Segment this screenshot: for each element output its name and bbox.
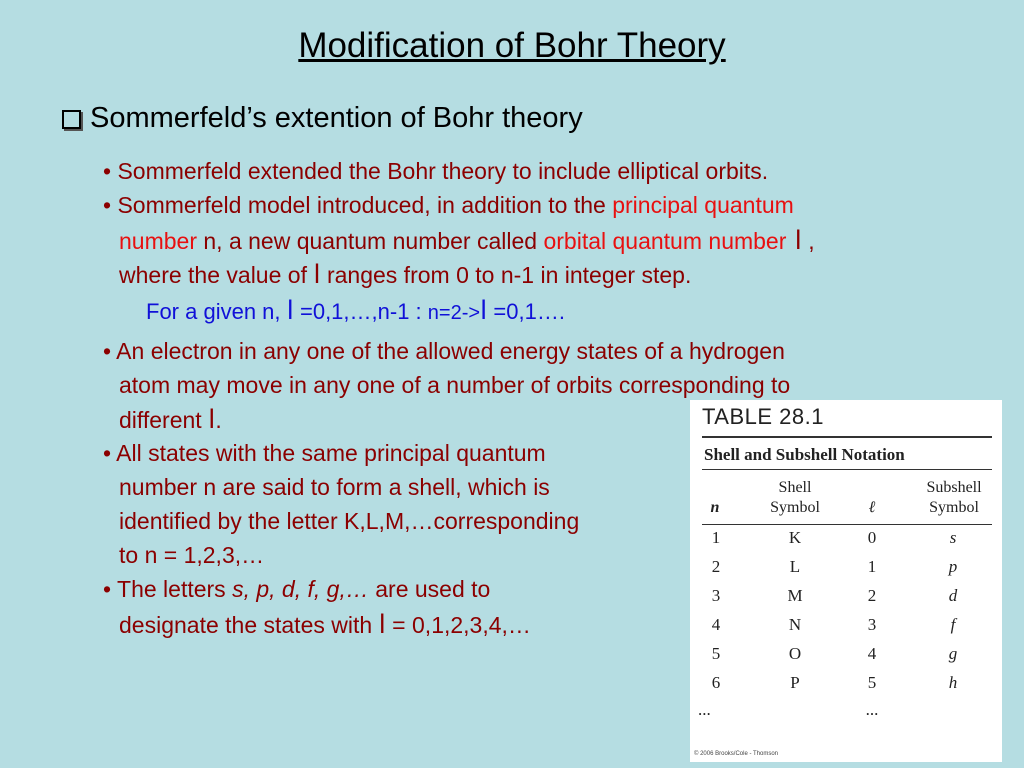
quantum-end-text: , <box>801 228 815 254</box>
header-n: n <box>710 499 720 516</box>
example-symbol-2: l <box>480 296 488 326</box>
table-cell-shell: O <box>788 644 802 663</box>
range-text-pre: where the value of <box>119 262 314 288</box>
table-cell-shell: P <box>790 673 800 692</box>
table-cell-n: 5 <box>711 644 721 663</box>
table-cell-l: 4 <box>867 644 877 663</box>
header-ell: ℓ <box>868 499 876 516</box>
designate-pre: designate the states with <box>119 612 379 638</box>
letters-pre: • The letters <box>103 576 233 602</box>
table-cell-n: 4 <box>711 615 721 634</box>
table-cell-n: 1 <box>711 528 721 547</box>
bullet-quantum-text: • Sommerfeld model introduced, in addition to the <box>103 192 613 218</box>
bullet-shell-line3: identified by the letter K,L,M,…corresponding <box>119 508 580 534</box>
table-rule-top <box>702 436 992 438</box>
letters-italic: s, p, d, f, g,… <box>232 576 369 602</box>
table-cell-shell: M <box>787 586 803 605</box>
bullet-quantum-line2 <box>119 226 815 256</box>
example-symbol-1: l <box>286 296 294 326</box>
header-shell-line1: Shell <box>778 479 812 496</box>
slide-title: Modification of Bohr Theory <box>298 26 726 65</box>
bullet-letters-line2 <box>119 610 531 640</box>
bullet-orbits-line2: atom may move in any one of a number of orbits corresponding to <box>119 372 791 398</box>
subtitle <box>62 102 583 135</box>
table-caption: TABLE 28.1 <box>702 404 824 429</box>
table-cell-sub: g <box>948 644 958 663</box>
different-text: different <box>119 407 209 433</box>
table-cell-sub: f <box>950 615 956 634</box>
quantum-mid-text: n, a new quantum number called <box>196 228 544 254</box>
table-cell-shell: L <box>789 557 801 576</box>
table-cell-l: 1 <box>867 557 877 576</box>
bullet-orbits-line3 <box>119 405 222 435</box>
table-cell-sub: d <box>948 586 958 605</box>
principal-quantum-term: principal quantum <box>612 192 794 218</box>
designate-post: = 0,1,2,3,4,… <box>385 612 531 638</box>
designate-symbol: l <box>378 610 386 640</box>
bullet-quantum-line3 <box>119 260 691 290</box>
table-cell-sub: p <box>948 557 958 576</box>
table-cell-n: 2 <box>711 557 721 576</box>
bullet-shell-line1: • All states with the same principal quantum <box>103 440 546 466</box>
bullet-shell-line4: to n = 1,2,3,… <box>119 542 265 568</box>
example-pre: For a given n, <box>146 299 287 324</box>
ellipsis-ell: ... <box>865 700 879 719</box>
orbital-symbol: l <box>786 226 802 256</box>
different-symbol: l <box>208 405 216 435</box>
table-cell-n: 3 <box>711 586 721 605</box>
table-rule-header <box>702 524 992 525</box>
example-mid: =0,1,…,n-1 : <box>293 299 428 324</box>
table-rule-sub <box>702 469 992 470</box>
orbital-quantum-term: orbital quantum number <box>543 228 787 254</box>
example-line <box>146 296 565 326</box>
example-post: =0,1…. <box>487 299 565 324</box>
table-subtitle: Shell and Subshell Notation <box>704 445 905 464</box>
letters-post: are used to <box>368 576 491 602</box>
header-subshell-line1: Subshell <box>926 479 982 496</box>
different-period: . <box>215 407 222 433</box>
bullet-orbits-line1: • An electron in any one of the allowed energy states of a hydrogen <box>103 338 785 364</box>
table-cell-sub: h <box>948 673 958 692</box>
table-cell-shell: K <box>788 528 802 547</box>
notation-table <box>690 400 1002 762</box>
table-copyright: © 2006 Brooks/Cole - Thomson <box>694 751 779 757</box>
number-term: number <box>119 228 197 254</box>
header-subshell-line2: Symbol <box>929 499 979 516</box>
bullet-shell-line2: number n are said to form a shell, which is <box>119 474 550 500</box>
table-cell-l: 3 <box>867 615 877 634</box>
ellipsis-n: ... <box>698 700 711 719</box>
example-n2: n=2-> <box>427 302 481 324</box>
bullet-letters-line1 <box>103 576 490 603</box>
table-cell-n: 6 <box>711 673 721 692</box>
table-cell-sub: s <box>949 528 957 547</box>
table-cell-l: 0 <box>867 528 877 547</box>
table-cell-shell: N <box>788 615 802 634</box>
range-text-post: ranges from 0 to n-1 in integer step. <box>320 262 692 288</box>
range-symbol: l <box>313 260 321 290</box>
table-cell-l: 5 <box>867 673 877 692</box>
checkbox-bullet-icon <box>62 110 81 129</box>
bullet-elliptical-orbits: • Sommerfeld extended the Bohr theory to include elliptical orbits. <box>103 158 769 184</box>
header-shell-line2: Symbol <box>770 499 820 516</box>
subtitle-text: Sommerfeld’s extention of Bohr theory <box>90 102 583 134</box>
table-cell-l: 2 <box>867 586 877 605</box>
bullet-quantum-line1 <box>103 192 794 219</box>
